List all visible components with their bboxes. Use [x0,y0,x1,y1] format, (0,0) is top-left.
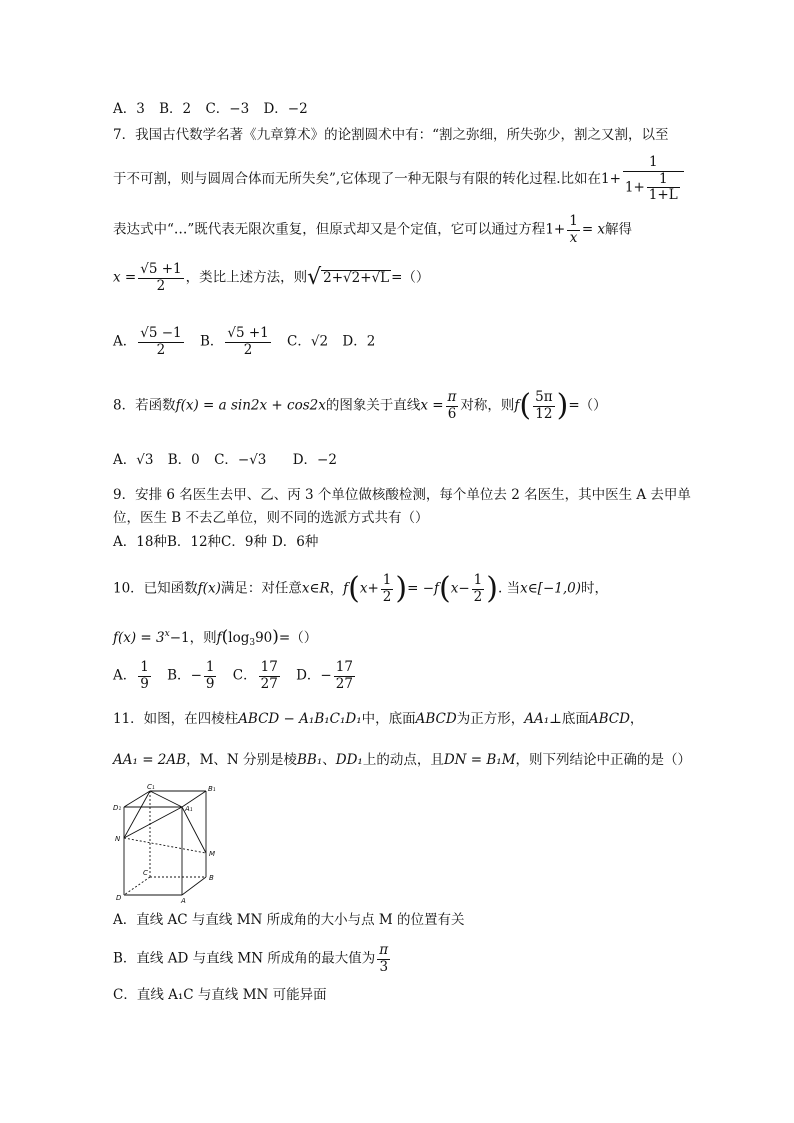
q11-line1 [113,711,643,727]
q8-suffix: =（） [568,397,607,414]
q7-x-frac [138,262,183,294]
q7-radical-sign: √ [307,264,322,290]
q10-eq-l-inner: x+ [359,580,379,597]
q10-eq-l: f [343,580,349,597]
q7-cf-inner-den: 1+L [648,187,678,204]
q10-option-d-label: D． [296,667,321,684]
q10-comma: ， [329,580,344,597]
q7-option-b-label: B． [199,333,224,350]
q10-line2 [113,627,317,649]
q9-option-d: D．6种 [271,534,319,550]
q10-dot: . 当 [497,580,521,597]
q10-stem [113,573,608,605]
q11-dd1: DD₁ [335,752,363,768]
segment-a1-m [182,807,206,853]
q11-aa1: AA₁ [524,711,550,727]
q10-half-num-1: 1 [382,572,392,588]
q11-line2-b: ，M、N 分别是棱 [186,752,298,768]
q11-prism-figure [112,782,222,906]
q7-line4 [113,262,429,294]
edge-a-b [182,877,206,895]
q11-line2-end: ，则下列结论中正确的是（） [515,752,692,768]
q10-option-d-den: 27 [335,675,353,692]
q10-paren1-open: ( [348,571,360,607]
q7-option-b-den: 2 [243,341,253,358]
q7-option-a-den: 2 [156,341,166,358]
q10-option-c-frac [259,660,280,692]
q8-pi-num: π [447,389,457,405]
q10-option-b-frac [204,660,217,692]
q7-x-lhs: x = [113,269,137,286]
q7-continued-fraction [623,155,684,204]
q7-x-frac-den: 2 [156,277,166,294]
q6-option-a: A．3 [113,101,145,117]
label-d: D [116,894,122,902]
q10-option-c-num: 17 [260,659,278,675]
q9-line1: 9．安排 6 名医生去甲、乙、丙 3 个单位做核酸检测，每个单位去 2 名医生，其中医生 A 去甲单 [113,487,691,503]
q10-log-call: f [216,630,222,646]
q10-option-b-label: B． [167,667,191,684]
q8-f: f [514,397,520,414]
q10-option-b-sign: − [190,667,202,684]
q7-cf-num: 1 [623,155,684,172]
q10-option-c-den: 27 [260,675,278,692]
q7-option-b-num: √5 +1 [227,325,269,341]
q10-option-d-frac [334,660,355,692]
q7-eq-prefix: 1+ [545,221,566,238]
q6-option-b: B．2 [159,101,192,117]
q7-cf-inner [647,172,680,204]
q10-paren2-open: ( [439,571,451,607]
q10-option-a-frac [138,660,151,692]
q11-bb1: BB₁ [297,752,323,768]
q8-option-c: C．−√3 [214,452,267,468]
q10-def-b: −1 [169,630,190,646]
q10-half-frac-2 [472,573,485,605]
edge-d1-c1 [124,791,150,807]
q7-line3-end: 解得 [605,221,633,238]
q8-prefix: 8．若函数 [113,397,176,414]
q8-pi-den: 6 [447,405,457,422]
q7-expr-prefix: 1+ [600,170,621,187]
q10-log: log [228,630,250,646]
segment-n-m-hidden [124,838,206,853]
q10-log-paren-close: ) [272,627,279,647]
q7-option-a-label: A． [113,333,137,350]
q10-eq-r-inner: x− [450,580,470,597]
q11-option-a: A．直线 AC 与直线 MN 所成角的大小与点 M 的位置有关 [113,912,465,928]
q11-option-b-frac [377,943,390,975]
q11-line2 [113,752,691,768]
q11-prism: ABCD − A₁B₁C₁D₁ [238,711,362,727]
q11-base2: ABCD [588,711,630,727]
q7-eq-frac-num: 1 [569,213,578,229]
q11-option-b [113,943,392,975]
q11-option-b-num: π [379,942,389,958]
q10-half-num-2: 1 [473,572,483,588]
q8-arg-den: 12 [535,405,553,422]
q10-option-d-sign: − [320,667,332,684]
q10-prefix: 10．已知函数 [113,580,198,597]
q6-options [113,101,318,117]
q7-line3-text: 表达式中“…”既代表无限次重复，但原式却又是个定值，它可以通过方程 [113,221,546,238]
q8-option-b: B．0 [167,452,200,468]
q7-cf-inner-num: 1 [647,172,680,189]
q8-paren-open: ( [519,388,532,424]
q7-x-frac-num: √5 +1 [140,261,182,277]
q11-option-b-den: 3 [379,958,389,975]
label-b1: B₁ [208,785,216,793]
q8-func: f(x) = a sin2x + cos2x [175,397,326,414]
q11-line2-c: 上的动点，且 [362,752,444,768]
label-d1: D₁ [113,804,122,812]
q8-stem [113,390,607,422]
q7-option-c-value: √2 [310,333,329,350]
q6-option-c: C．−3 [205,101,250,117]
label-c1: C₁ [147,783,155,791]
q11-base: ABCD [415,711,457,727]
q7-option-a-num: √5 −1 [140,325,182,341]
q7-option-d-label: D． [342,333,367,350]
q10-option-a-den: 9 [140,675,149,692]
q9-line2: 位，医生 B 不去乙单位，则不同的选派方式共有（） [113,510,429,526]
label-a1: A₁ [185,805,193,813]
q7-option-b-frac [225,326,270,358]
q7-option-c-label: C． [287,333,311,350]
q10-option-c-label: C． [232,667,257,684]
q10-def-exp: x [164,629,170,639]
q8-arg-num: 5π [535,389,553,405]
q10-half-den-2: 2 [473,588,483,605]
q8-option-d: D．−2 [292,452,337,468]
q7-option-a-frac [138,326,183,358]
q7-cf-den [623,172,684,204]
q10-cond: x∈R [301,580,330,597]
q10-fx: f(x) [197,580,221,597]
label-b: B [209,874,214,882]
q10-log-arg: 90 [255,630,273,646]
q11-line1-b: 中，底面 [361,711,416,727]
q6-option-d: D．−2 [263,101,308,117]
q7-eq-rhs: = x [581,221,606,238]
q10-log-paren-open: ( [221,627,229,647]
q7-line3 [113,214,632,246]
q7-cf-den-prefix: 1+ [624,179,645,196]
q7-eq-frac [567,214,580,246]
q11-line2-a: AA₁ = 2AB [113,752,187,768]
q10-paren1-close: ) [395,571,408,607]
q11-sep: 、 [322,752,336,768]
q10-paren2-close: ) [486,571,498,607]
q8-pi-frac [446,390,459,422]
q7-option-d-value: 2 [366,333,376,350]
q10-half-frac-1 [381,573,394,605]
q7-line1: 7．我国古代数学名著《九章算术》的论割圆术中有：“割之弥细，所失弥少，割之又割，以至 [113,127,669,143]
q11-line1-a: 11．如图，在四棱柱 [113,711,239,727]
q10-line2-end: =（） [278,630,318,646]
q7-line4-end: =（） [391,269,430,286]
q11-option-c: C．直线 A₁C 与直线 MN 可能异面 [113,987,327,1003]
q7-line2 [113,155,686,204]
q7-line4-mid: ，类比上述方法，则 [185,269,308,286]
q11-perp: ⊥底面 [549,711,589,727]
q10-domain-end: 时， [581,580,608,597]
q10-option-b-num: 1 [205,659,215,675]
q11-line1-end: ， [629,711,644,727]
segment-c1-a1 [150,791,182,807]
q10-option-d-num: 17 [335,659,353,675]
q8-arg-frac [533,390,554,422]
q9-option-a: A．18种 [113,534,167,550]
q8-option-a: A．√3 [113,452,154,468]
q8-mid: 的图象关于直线 [325,397,421,414]
q10-eq-mid: = −f [407,580,440,597]
q10-option-a-label: A． [113,667,137,684]
q11-line1-c: 为正方形， [456,711,525,727]
q8-paren-close: ) [556,388,569,424]
q10-option-a-num: 1 [140,659,149,675]
q8-line-eq: x = [420,397,444,414]
q7-line2-text: 于不可割，则与圆周合体而无所失矣”,它体现了一种无限与有限的转化过程.比如在 [113,170,601,187]
q11-cond: DN = B₁M [443,752,516,768]
q9-options [113,534,318,550]
q10-option-b-den: 9 [205,675,215,692]
q11-option-b-text: B．直线 AD 与直线 MN 所成角的最大值为 [113,950,376,967]
label-c: C [143,869,148,877]
q8-options [113,452,347,468]
q10-half-den-1: 2 [382,588,392,605]
q10-def-c: ，则 [189,630,217,646]
q8-mid2: 对称，则 [460,397,515,414]
q10-def-a: f(x) = 3 [113,630,165,646]
q9-option-c: C．9种 [221,534,267,550]
q10-log-base: 3 [249,638,256,648]
label-a: A [181,897,186,905]
label-m: M [209,850,216,858]
q7-options [113,326,375,358]
q7-eq-frac-den: x [569,229,578,246]
q10-options [113,660,357,692]
q10-domain: x∈[−1,0) [520,580,581,597]
q10-mid: 满足：对任意 [220,580,302,597]
q9-option-b: B．12种 [166,534,222,550]
q7-nested-radical: 2+√2+√L [323,269,390,286]
edge-c-d-hidden [124,877,150,895]
label-n: N [115,835,121,843]
